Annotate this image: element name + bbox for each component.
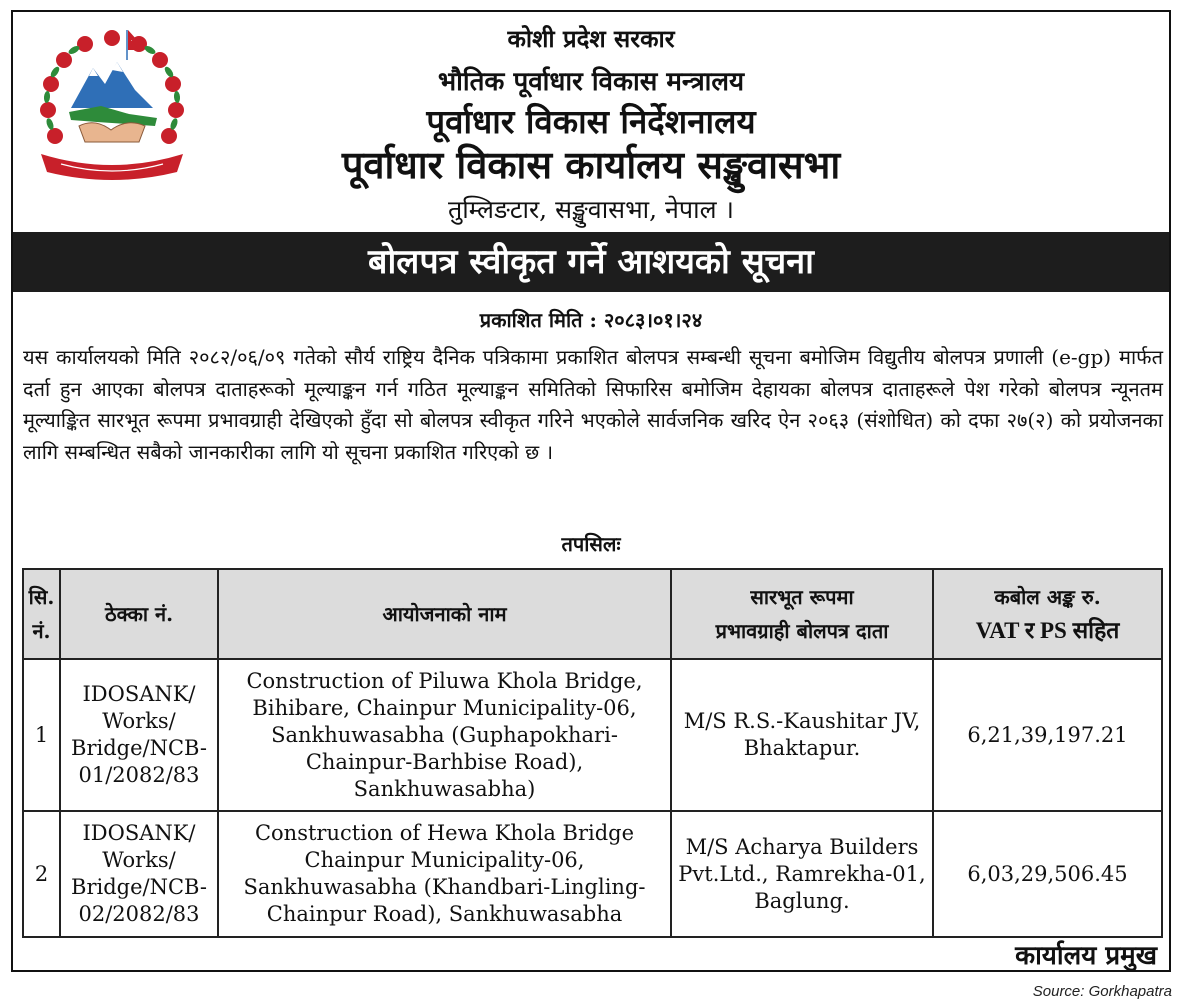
header-project-name: आयोजनाको नाम: [218, 569, 671, 659]
header-amount-line1: कबोल अङ्क रु.: [994, 585, 1101, 609]
header-amount: [933, 569, 1162, 659]
header-bidder-line1: सारभूत रूपमा: [750, 585, 854, 609]
row-serial: 2: [23, 811, 60, 937]
header-contract-no: ठेक्का नं.: [60, 569, 218, 659]
notice-banner: बोलपत्र स्वीकृत गर्ने आशयको सूचना: [13, 232, 1169, 292]
province-government-title: कोशी प्रदेश सरकार: [507, 24, 675, 53]
row-project-name: Construction of Piluwa Khola Bridge, Bihibare, Chainpur Municipality-06, Sankhuwasabha (Guphapokhari-Chainpur-Barhbise Road), Sankhuwasabha): [218, 659, 671, 811]
header-serial-line2: नं.: [32, 619, 51, 643]
table-header-row: [23, 569, 1162, 659]
row-amount: 6,03,29,506.45: [933, 811, 1162, 937]
schedule-label: तपसिलः: [561, 532, 621, 556]
row-contract-no: IDOSANK/ Works/ Bridge/NCB-02/2082/83: [60, 811, 218, 937]
bid-table: [22, 568, 1163, 938]
directorate-title: पूर्वाधार विकास निर्देशनालय: [426, 102, 756, 141]
row-bidder: M/S R.S.-Kaushitar JV, Bhaktapur.: [671, 659, 933, 811]
header-serial-no: [23, 569, 60, 659]
header-amount-line2: VAT र PS सहित: [975, 618, 1120, 643]
header-serial-line1: सि.: [28, 585, 55, 609]
publish-date: प्रकाशित मिति : २०८३।०१।२४: [479, 308, 703, 332]
source-credit: Source: Gorkhapatra: [1032, 983, 1172, 1000]
row-project-name: Construction of Hewa Khola Bridge Chainpur Municipality-06, Sankhuwasabha (Khandbari-Lingling-Chainpur Road), Sankhuwasabha: [218, 811, 671, 937]
office-title: पूर्वाधार विकास कार्यालय सङ्खुवासभा: [341, 143, 841, 187]
header-bidder: [671, 569, 933, 659]
table-row: [23, 811, 1162, 937]
row-contract-no: IDOSANK/ Works/ Bridge/NCB-01/2082/83: [60, 659, 218, 811]
row-amount: 6,21,39,197.21: [933, 659, 1162, 811]
notice-body: यस कार्यालयको मिति २०८२/०६/०९ गतेको सौर्य राष्ट्रिय दैनिक पत्रिकामा प्रकाशित बोलपत्र सम्बन्धी सूचना बमोजिम विद्युतीय बोलपत्र प्रणाली (e-gp) मार्फत दर्ता हुन आएका बोलपत्र दाताहरूको मूल्याङ्कन गर्न गठित मूल्याङ्कन समितिको सिफारिस बमोजिम देहायका बोलपत्र दाताहरूले पेश गरेको बोलपत्र न्यूनतम मूल्याङ्कित सारभूत रूपमा प्रभावग्राही देखिएको हुँदा सो बोलपत्र स्वीकृत गरिने भएकोले सार्वजनिक खरिद ऐन २०६३ (संशोधित) को दफा २७(२) को प्रयोजनका लागि सम्बन्धित सबैको जानकारीका लागि यो सूचना प्रकाशित गरिएको छ ।: [23, 345, 1163, 464]
notice-frame: [11, 10, 1171, 972]
office-chief-signature: कार्यालय प्रमुख: [1015, 941, 1157, 971]
table-row: [23, 659, 1162, 811]
row-bidder: M/S Acharya Builders Pvt.Ltd., Ramrekha-01, Baglung.: [671, 811, 933, 937]
row-serial: 1: [23, 659, 60, 811]
header-bidder-line2: प्रभावग्राही बोलपत्र दाता: [715, 619, 889, 643]
office-address: तुम्लिङटार, सङ्खुवासभा, नेपाल ।: [448, 195, 734, 224]
ministry-title: भौतिक पूर्वाधार विकास मन्त्रालय: [437, 67, 745, 97]
